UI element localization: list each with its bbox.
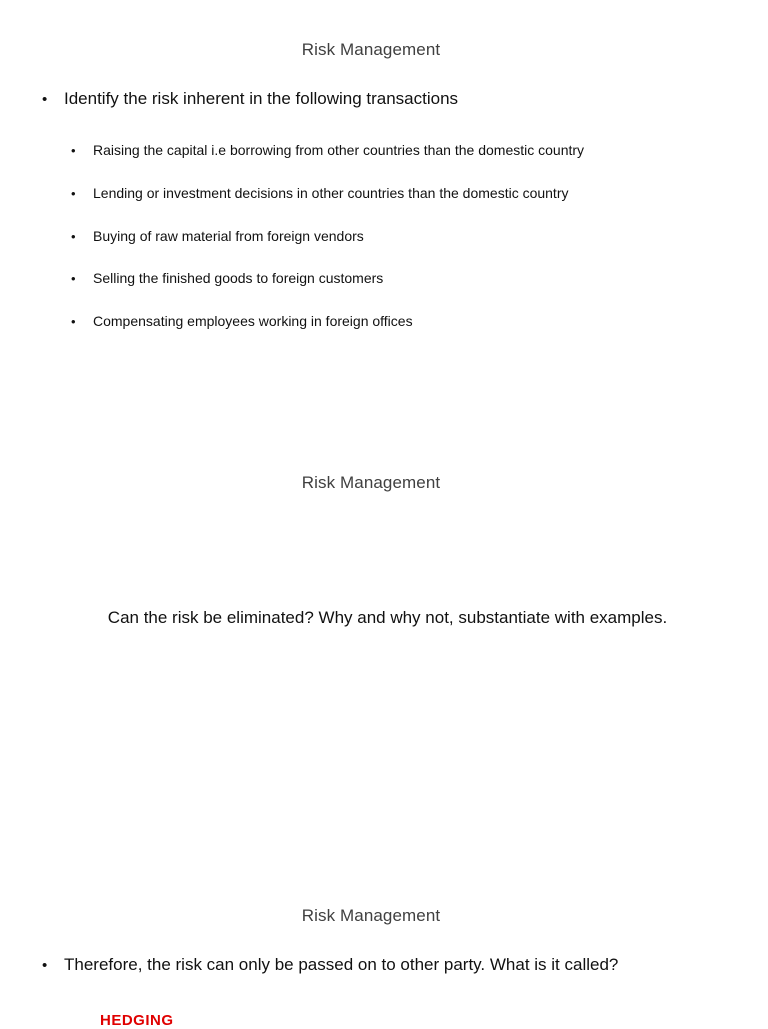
slide-2-body: Can the risk be eliminated? Why and why not, substantiate with examples. — [107, 608, 668, 627]
slide-3-title: Risk Management — [301, 906, 441, 925]
bullet-marker: • — [42, 957, 48, 974]
slide-1-bullet-text: Identify the risk inherent in the following transactions — [64, 89, 459, 108]
bullet-marker: • — [42, 91, 48, 108]
sub-bullet-text: Selling the finished goods to foreign customers — [93, 270, 384, 286]
bullet-marker: • — [71, 143, 76, 158]
sub-bullet-text: Buying of raw material from foreign vendors — [93, 228, 364, 244]
slide-2-title: Risk Management — [301, 473, 441, 492]
bullet-marker: • — [71, 186, 76, 201]
slide-1-sub-bullet-5 — [71, 313, 413, 329]
slide-3-bullet-text: Therefore, the risk can only be passed on to other party. What is it called? — [64, 955, 619, 974]
slide-3-bullet — [42, 955, 618, 975]
bullet-marker: • — [71, 271, 76, 286]
slide-1-sub-bullet-1 — [71, 142, 584, 158]
slide-1-sub-bullet-2 — [71, 185, 569, 201]
slide-1-title: Risk Management — [301, 40, 441, 59]
slide-1-sub-bullet-4 — [71, 270, 383, 286]
slide-3-answer: HEDGING — [100, 1012, 174, 1029]
sub-bullet-text: Compensating employees working in foreign offices — [93, 313, 413, 329]
slide-1-bullet — [42, 89, 458, 109]
bullet-marker: • — [71, 229, 76, 244]
sub-bullet-text: Lending or investment decisions in other countries than the domestic country — [93, 185, 569, 201]
slide-1-sub-bullet-3 — [71, 228, 364, 244]
bullet-marker: • — [71, 314, 76, 329]
sub-bullet-text: Raising the capital i.e borrowing from other countries than the domestic country — [93, 142, 585, 158]
